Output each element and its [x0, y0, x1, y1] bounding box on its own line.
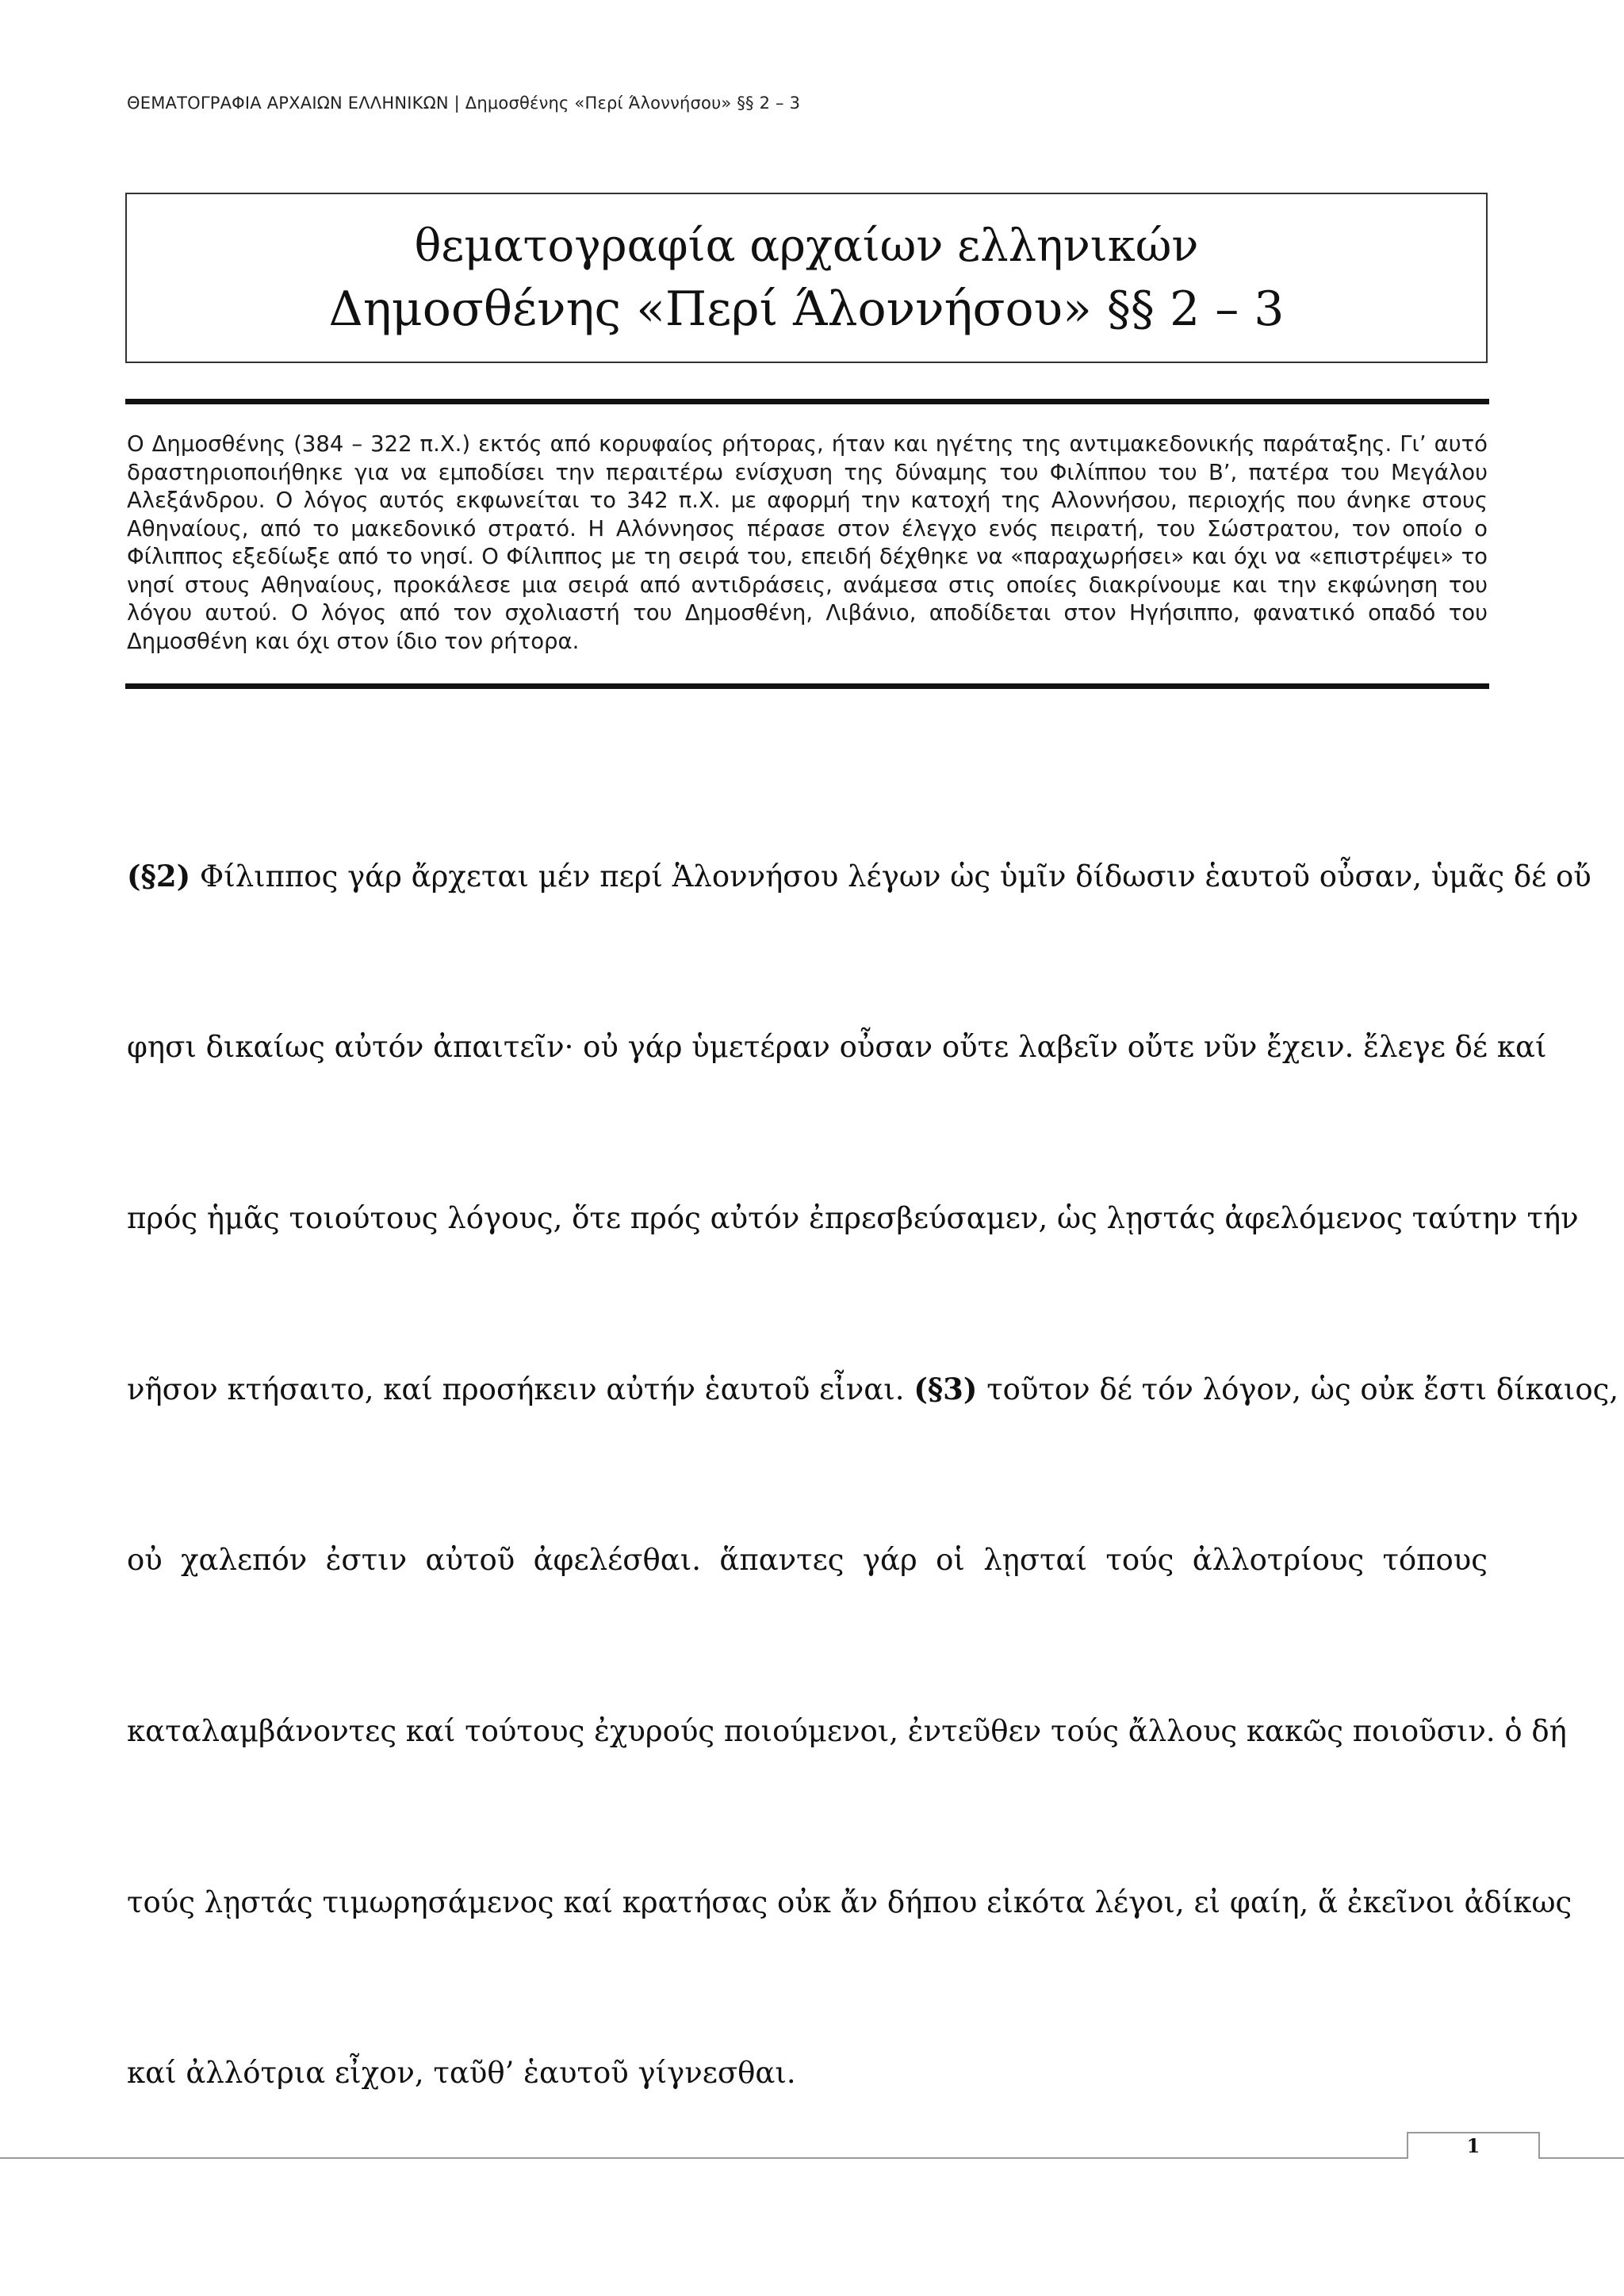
- text-line-7: τούς λῃστάς τιμωρησάμενος καί κρατήσας οὐκ ἄν δήπου εἰκότα λέγοι, εἰ φαίη, ἅ ἐκεῖνοι ἀδίκως: [127, 1885, 1572, 1919]
- footer-rule: [0, 2157, 1624, 2159]
- running-header: ΘΕΜΑΤΟΓΡΑΦΙΑ ΑΡΧΑΙΩΝ ΕΛΛΗΝΙΚΩΝ | Δημοσθένης «Περί Άλοννήσου» §§ 2 – 3: [127, 94, 801, 113]
- page-number: 1: [1466, 2134, 1480, 2157]
- section-label-3: (§3): [914, 1372, 978, 1406]
- bottom-divider: [125, 683, 1489, 689]
- title-subtitle: Δημοσθένης «Περί Άλοννήσου» §§ 2 – 3: [328, 281, 1285, 337]
- text-line-8: καί ἀλλότρια εἶχον, ταῦθ’ ἑαυτοῦ γίγνεσθαι.: [127, 2056, 796, 2090]
- top-divider: [125, 399, 1489, 404]
- text-line-1-content: Φίλιππος γάρ ἄρχεται μέν περί Ἁλοννήσου λέγων ὡς ὑμῖν δίδωσιν ἑαυτοῦ οὖσαν, ὑμᾶς δέ οὔ: [199, 859, 1591, 894]
- title-box: [125, 193, 1488, 363]
- text-line-3: πρός ἡμᾶς τοιούτους λόγους, ὅτε πρός αὐτόν ἐπρεσβεύσαμεν, ὡς λῃστάς ἀφελόμενος ταύτην τήν: [127, 1201, 1579, 1235]
- text-line-1: [127, 857, 1591, 896]
- title-main: θεματογραφία αρχαίων ελληνικών: [414, 220, 1199, 272]
- section-label-2: (§2): [127, 859, 191, 894]
- text-line-6: καταλαμβάνοντες καί τούτους ἐχυρούς ποιούμενοι, ἐντεῦθεν τούς ἄλλους κακῶς ποιοῦσιν. ὁ δή: [127, 1714, 1567, 1748]
- text-line-4-part-a: νῆσον κτήσαιτο, καί προσήκειν αὐτήν ἑαυτοῦ εἶναι.: [127, 1372, 905, 1406]
- text-line-4-part-b: τοῦτον δέ τόν λόγον, ὡς οὐκ ἔστι δίκαιος,: [986, 1372, 1619, 1406]
- text-line-2: φησι δικαίως αὐτόν ἀπαιτεῖν· οὐ γάρ ὑμετέραν οὖσαν οὔτε λαβεῖν οὔτε νῦν ἔχειν. ἔλεγε δέ καί: [127, 1030, 1547, 1064]
- intro-paragraph: Ο Δημοσθένης (384 – 322 π.Χ.) εκτός από κορυφαίος ρήτορας, ήταν και ηγέτης της αντιμακεδονικής παράταξης. Γι’ αυτό δραστηριοποιήθηκε για να εμποδίσει την περαιτέρω ενίσχυση της δύναμης του Φιλίππου του Β’, πατέρα του Μεγάλου Αλεξάνδρου. Ο λόγος αυτός εκφωνείται το 342 π.Χ. με αφορμή την κατοχή της Αλοννήσου, περιοχής που άνηκε στους Αθηναίους, από το μακεδονικό στρατό. Η Αλόννησος πέρασε στον έλεγχο ενός πειρατή, του Σώστρατου, τον οποίο ο Φίλιππος εξεδίωξε από το νησί. Ο Φίλιππος με τη σειρά του, επειδή δέχθηκε να «παραχωρήσει» και όχι να «επιστρέψει» το νησί στους Αθηναίους, προκάλεσε μια σειρά από αντιδράσεις, ανάμεσα στις οποίες διακρίνουμε και την εκφώνηση του λόγου αυτού. Ο λόγος από τον σχολιαστή του Δημοσθένη, Λιβάνιο, αποδίδεται στον Ηγήσιππο, φανατικό οπαδό του Δημοσθένη και όχι στον ίδιο τον ρήτορα.: [127, 431, 1488, 654]
- text-line-5: οὐ χαλεπόν ἐστιν αὐτοῦ ἀφελέσθαι. ἅπαντες γάρ οἱ λῃσταί τούς ἀλλοτρίους τόπους: [127, 1543, 1488, 1577]
- text-line-4: [127, 1370, 1619, 1409]
